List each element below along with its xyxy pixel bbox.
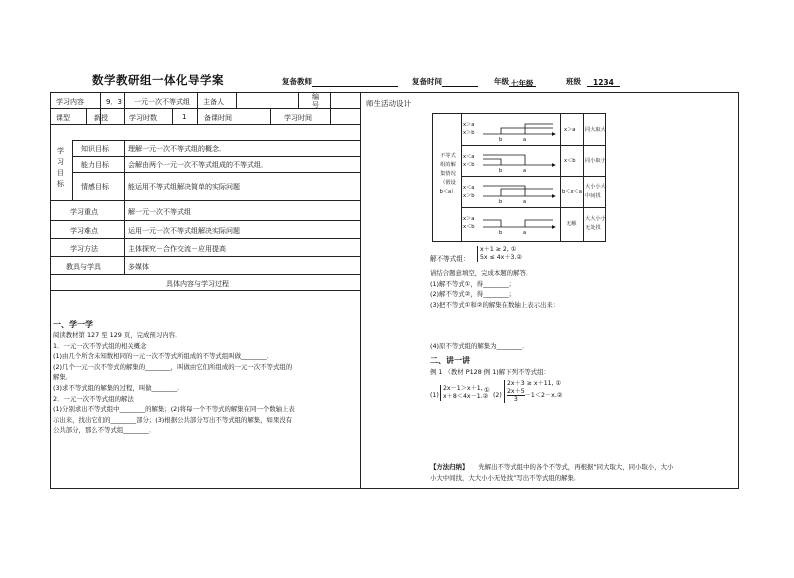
label-b-4: b	[499, 230, 503, 236]
number-label-bottom: 号	[312, 101, 319, 109]
grade-field	[494, 76, 536, 87]
q2-prefix: (2)	[493, 392, 502, 399]
rule-3: 大小小大 中间找	[585, 184, 606, 199]
label-a-1: a	[523, 137, 527, 143]
label-a-3: a	[523, 199, 527, 205]
hours-label: 学习时数	[129, 114, 157, 122]
problem-answer: (4)原不等式组的解集为________．	[430, 342, 529, 350]
process-label: 具体内容与学习过程	[166, 280, 229, 288]
q2-system: 2x＋3 ≥ x＋11, ① 2x＋5 3 －1＜2－x.②	[504, 380, 562, 403]
goals-label: 学 习 目 标	[57, 147, 64, 188]
rule-1: 同大取大	[585, 127, 606, 133]
key-value: 解一元一次不等式组	[128, 208, 191, 216]
text-line: 公共部分，那么不等式组________．	[53, 426, 156, 435]
text-line: 2．一元一次不等式组的解法	[53, 394, 134, 403]
tools-label: 教具与学具	[66, 263, 101, 271]
fraction: 2x＋5 3	[507, 388, 525, 403]
rule-2: 同小取小	[585, 158, 606, 164]
time-label: 复备时间	[412, 77, 442, 86]
text-line: (1)由几个所含未知数相同的一元一次不等式所组成的不等式组叫做________．	[53, 352, 273, 361]
prep-time-label: 备课时间	[204, 114, 232, 122]
q1-system: 2x－1＞x＋1, x＋8＜4x－1.②	[440, 385, 488, 401]
grade-label: 年级	[494, 77, 509, 86]
emotion-value: 能运用不等式组解决简单的实际问题	[128, 183, 240, 191]
problem-system: x＋1 ≥ 2, ① 5x ≤ 4x＋3.②	[477, 246, 522, 262]
teacher-field	[282, 76, 398, 87]
problem-steps	[430, 268, 559, 310]
lesson-title: 一元一次不等式组	[134, 98, 190, 106]
summary-text: 小大中间找，大大小小无处找”写出不等式组的解集．	[430, 473, 581, 482]
summary-text: 先解出不等式组中的各个不等式，再根据“同大取大，同小取小，大小	[478, 463, 674, 471]
label-a-2: a	[523, 168, 527, 174]
number-lines	[479, 114, 559, 241]
label-b-3: b	[499, 199, 503, 205]
number-label-top: 编	[312, 93, 319, 101]
method-summary	[430, 462, 673, 483]
teacher-blank[interactable]	[312, 78, 398, 87]
summary-label: 【方法归纳】	[430, 463, 469, 471]
system-2: x＜a x＜b	[463, 154, 475, 168]
ability-label: 能力目标	[81, 161, 109, 169]
emotion-label: 情感目标	[81, 183, 109, 191]
time-field	[412, 76, 478, 87]
result-3: b＜x＜a	[562, 189, 582, 195]
tools-value: 多媒体	[128, 263, 149, 271]
lesson-number: 9．3	[106, 98, 122, 106]
knowledge-label: 知识目标	[81, 145, 109, 153]
key-label: 学习重点	[70, 208, 98, 216]
system-3: x＜a x＞b	[463, 185, 475, 199]
problem-intro: 解不等式组：	[430, 255, 470, 263]
type-label: 课型	[56, 114, 70, 122]
hours-value: 1	[182, 113, 187, 121]
center-divider	[360, 92, 361, 489]
text-line: 请结合题意填空，完成本题的解答．	[430, 269, 533, 277]
section-learn: 一、学一学	[53, 320, 93, 329]
system-4: x＞a x＜b	[463, 216, 475, 230]
text-line: (2)解不等式②，得________；	[430, 290, 516, 299]
difficulty-label: 学习难点	[70, 227, 98, 235]
text-line: (3)把不等式①和②的解集在数轴上表示出来：	[430, 300, 560, 309]
class-field	[566, 76, 620, 87]
result-4: 无解	[566, 221, 577, 227]
text-line: (2)几个一元一次不等式的解集的________，叫做由它们所组成的一元一次不等式组的	[53, 362, 293, 371]
system-1: x＞a x＞b	[463, 122, 475, 136]
text-line: (3)求不等式组的解集的过程，叫做________．	[53, 383, 184, 392]
text-line: 解集．	[53, 373, 73, 382]
label-b-2: b	[499, 168, 503, 174]
preparer-label: 主备人	[203, 98, 224, 106]
label-b-1: b	[499, 137, 503, 143]
page-title: 数学教研组一体化导学案	[92, 73, 224, 87]
difficulty-value: 运用一元一次不等式组解决实际问题	[128, 227, 240, 235]
q1-mark: ①	[484, 387, 490, 394]
text-line: (1)解不等式①，得________；	[430, 279, 516, 288]
label-a-4: a	[523, 230, 527, 236]
content-label: 学习内容	[56, 98, 84, 106]
knowledge-value: 理解一元一次不等式组的概念．	[128, 145, 226, 153]
grade-value: 七年级	[511, 79, 534, 88]
method-value: 主体探究－合作交流－应用提高	[128, 245, 226, 253]
rule-4: 大大小小 无处找	[585, 216, 606, 231]
text-line: 1．一元一次不等式组的相关概念	[53, 341, 147, 350]
section-explain: 二、讲一讲	[430, 356, 470, 365]
class-value: 1234	[587, 78, 620, 87]
number-line-table	[432, 113, 606, 242]
type-value: 新授	[94, 114, 108, 122]
text-line: (1)分别求出不等式组中________的解集；(2)将每一个不等式的解集在同一个数轴上表	[53, 405, 295, 414]
result-1: x＞a	[564, 127, 576, 133]
q1-prefix: (1)	[430, 392, 439, 399]
method-label: 学习方法	[70, 245, 98, 253]
text-line: 阅读教材第 127 至 129 页，完成预习内容．	[53, 331, 182, 339]
text-line: 示出来，找出它们的________部分；(3)根据公共部分写出不等式组的解集，如果没有	[53, 415, 293, 424]
class-label: 班级	[566, 77, 581, 86]
teacher-label: 复备教师	[282, 77, 312, 86]
right-header: 师生活动设计	[366, 99, 411, 108]
study-time-label: 学习时间	[284, 114, 312, 122]
learn-content	[53, 330, 295, 436]
result-2: x＜b	[564, 158, 576, 164]
example-1: 例 1 （教材 P128 例 1)解下列不等式组：	[430, 368, 550, 376]
ability-value: 会解由两个一元一次不等式组成的不等式组．	[128, 161, 268, 169]
table-side-label: 不等式 组的解 集情况 （假设 b＜a）	[439, 153, 457, 195]
time-blank[interactable]	[442, 78, 478, 87]
